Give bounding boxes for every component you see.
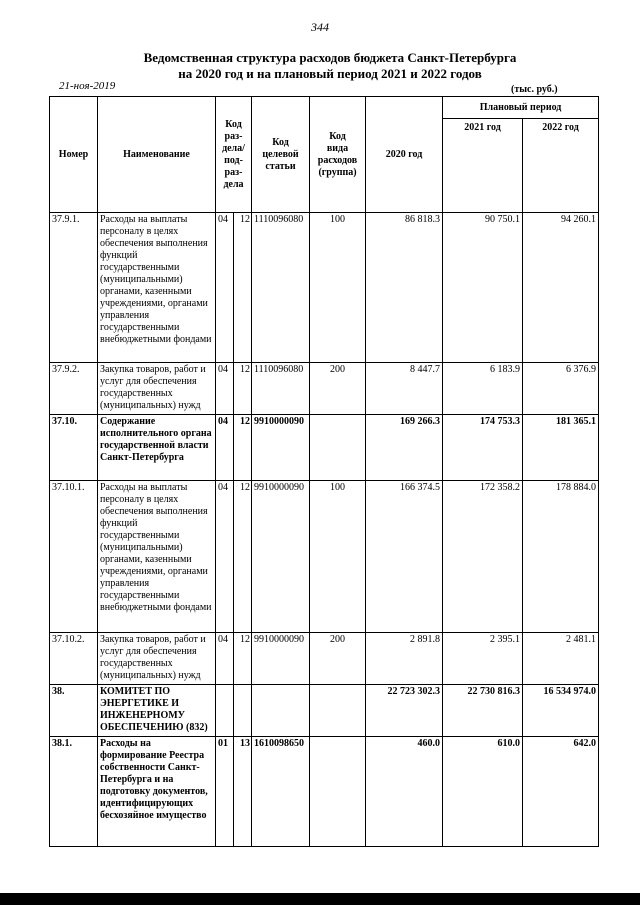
table-row [50, 737, 599, 847]
row-podrazdel: 12 [234, 415, 252, 481]
row-name: Закупка товаров, работ и услуг для обеспечения государственных (муниципальных) нужд [98, 633, 216, 685]
row-name: КОМИТЕТ ПО ЭНЕРГЕТИКЕ И ИНЖЕНЕРНОМУ ОБЕСПЕЧЕНИЮ (832) [98, 685, 216, 737]
row-number: 37.9.2. [50, 363, 98, 415]
budget-table [49, 96, 599, 847]
row-2021: 90 750.1 [443, 213, 523, 363]
row-2022: 2 481.1 [523, 633, 599, 685]
row-podrazdel: 13 [234, 737, 252, 847]
section-code-line: под- [224, 154, 243, 166]
row-target-code: 9910000090 [252, 415, 310, 481]
row-2020: 86 818.3 [366, 213, 443, 363]
section-code-line: Код [225, 118, 242, 130]
row-2020: 8 447.7 [366, 363, 443, 415]
document-title [60, 50, 600, 82]
row-2022: 6 376.9 [523, 363, 599, 415]
section-code-line: дела [223, 178, 244, 190]
header-planned-period: Плановый период [443, 97, 599, 119]
table-row [50, 685, 599, 737]
row-number: 38.1. [50, 737, 98, 847]
target-code-line: целевой [262, 148, 299, 160]
header-2021: 2021 год [443, 119, 523, 213]
row-target-code [252, 685, 310, 737]
page-number: 344 [311, 20, 329, 34]
section-code-line: раз- [224, 166, 243, 178]
row-razdel: 04 [216, 415, 234, 481]
row-2021: 2 395.1 [443, 633, 523, 685]
row-2020: 460.0 [366, 737, 443, 847]
row-2020: 2 891.8 [366, 633, 443, 685]
row-2022: 178 884.0 [523, 481, 599, 633]
row-number: 37.10.1. [50, 481, 98, 633]
table-row [50, 481, 599, 633]
row-podrazdel: 12 [234, 481, 252, 633]
table-row [50, 213, 599, 363]
header-target-code [252, 97, 310, 213]
header-2022: 2022 год [523, 119, 599, 213]
row-razdel [216, 685, 234, 737]
row-podrazdel: 12 [234, 633, 252, 685]
target-code-line: Код [272, 136, 289, 148]
row-2022: 642.0 [523, 737, 599, 847]
row-expense-code: 100 [310, 481, 366, 633]
row-expense-code [310, 737, 366, 847]
row-2021: 610.0 [443, 737, 523, 847]
target-code-line: статьи [265, 160, 296, 172]
table-row [50, 415, 599, 481]
row-expense-code [310, 415, 366, 481]
row-number: 38. [50, 685, 98, 737]
row-number: 37.10. [50, 415, 98, 481]
row-target-code: 1110096080 [252, 213, 310, 363]
title-line-1: Ведомственная структура расходов бюджета Санкт-Петербурга [143, 50, 517, 65]
row-number: 37.10.2. [50, 633, 98, 685]
row-name: Расходы на формирование Реестра собственности Санкт-Петербурга и на подготовку документов, идентифицирующих бесхозяйное имущество [98, 737, 216, 847]
section-code-line: раз- [224, 130, 243, 142]
row-2022: 16 534 974.0 [523, 685, 599, 737]
row-2021: 172 358.2 [443, 481, 523, 633]
scan-bottom-border [0, 893, 640, 905]
row-podrazdel [234, 685, 252, 737]
document-date: 21-ноя-2019 [59, 80, 116, 92]
header-name: Наименование [98, 97, 216, 213]
expense-code-line: (группа) [318, 166, 357, 178]
expense-code-line: расходов [317, 154, 358, 166]
row-name: Расходы на выплаты персоналу в целях обеспечения выполнения функций государственными (муниципальными) органами, казенными учреждениями, органами управления государственными внебюджетными фондами [98, 481, 216, 633]
row-number: 37.9.1. [50, 213, 98, 363]
row-name: Содержание исполнительного органа государственной власти Санкт-Петербурга [98, 415, 216, 481]
row-name: Расходы на выплаты персоналу в целях обеспечения выполнения функций государственными (муниципальными) органами, казенными учреждениями, органами управления государственными внебюджетными фондами [98, 213, 216, 363]
row-name: Закупка товаров, работ и услуг для обеспечения государственных (муниципальных) нужд [98, 363, 216, 415]
row-2020: 166 374.5 [366, 481, 443, 633]
row-2021: 174 753.3 [443, 415, 523, 481]
row-expense-code [310, 685, 366, 737]
row-razdel: 01 [216, 737, 234, 847]
expense-code-line: Код [329, 130, 346, 142]
header-2020: 2020 год [366, 97, 443, 213]
header-expense-type-code [310, 97, 366, 213]
header-section-code [216, 97, 252, 213]
row-target-code: 1610098650 [252, 737, 310, 847]
table-row [50, 363, 599, 415]
row-target-code: 9910000090 [252, 481, 310, 633]
row-target-code: 1110096080 [252, 363, 310, 415]
header-number: Номер [50, 97, 98, 213]
header-row [50, 97, 599, 119]
row-2022: 94 260.1 [523, 213, 599, 363]
row-2021: 22 730 816.3 [443, 685, 523, 737]
row-podrazdel: 12 [234, 213, 252, 363]
table-row [50, 633, 599, 685]
row-2021: 6 183.9 [443, 363, 523, 415]
title-line-2: на 2020 год и на плановый период 2021 и 2022 годов [178, 66, 482, 81]
row-expense-code: 200 [310, 633, 366, 685]
expense-code-line: вида [326, 142, 349, 154]
row-razdel: 04 [216, 633, 234, 685]
row-razdel: 04 [216, 481, 234, 633]
section-code-line: дела/ [222, 142, 245, 154]
row-target-code: 9910000090 [252, 633, 310, 685]
row-podrazdel: 12 [234, 363, 252, 415]
row-2020: 169 266.3 [366, 415, 443, 481]
row-razdel: 04 [216, 213, 234, 363]
row-expense-code: 100 [310, 213, 366, 363]
row-expense-code: 200 [310, 363, 366, 415]
row-razdel: 04 [216, 363, 234, 415]
units-label: (тыс. руб.) [511, 84, 558, 95]
row-2020: 22 723 302.3 [366, 685, 443, 737]
row-2022: 181 365.1 [523, 415, 599, 481]
